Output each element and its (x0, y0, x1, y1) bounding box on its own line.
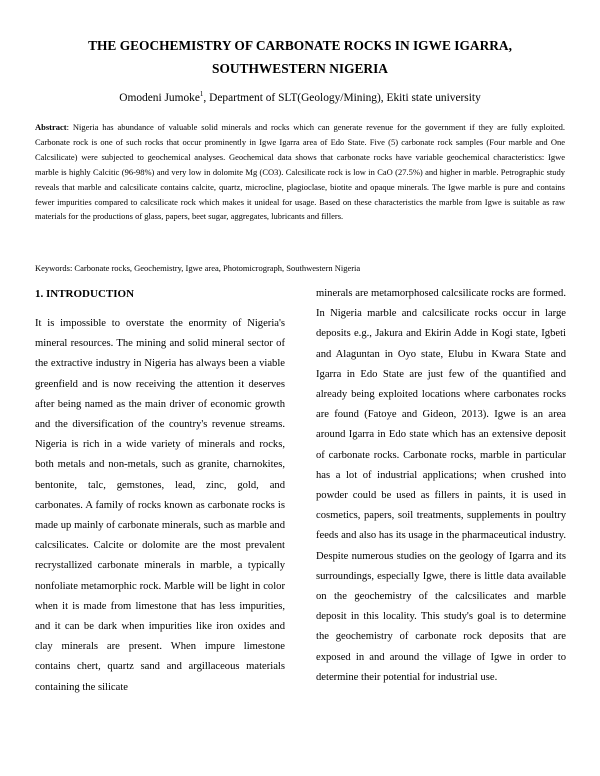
title-line-1: THE GEOCHEMISTRY OF CARBONATE ROCKS IN IGWE IGARRA, (88, 38, 512, 53)
abstract-text: : Nigeria has abundance of valuable solid minerals and rocks which can generate revenue for the government if they are fully exploited. Carbonate rock is one of such rocks that occur prominently in Igwe Igarra area of Edo State. Five (5) carbonate rock samples (Four marble and One Calcsilicate) were subjected to geochemical analyses. Geochemical data shows that carbonate rocks have variable geochemical characteristics: Igwe marble is highly Calcitic (96-98%) and very low in dolomite Mg (CO3). Calcsilicate rock is low in CaO (27.5%) and higher in marble. Petrographic study reveals that marble and calcsilicate contains calcite, quartz, microcline, plagioclase, biotite and opaque minerals. The Igwe marble is pure and contains fewer impurities compared to calcsilicate rock which makes it unideal for usage. Based on these characteristics the marble from Igwe is suitable as raw materials for the productions of glass, papers, beet sugar, aggregates, lubricants and fillers. (35, 122, 565, 222)
title-line-2: SOUTHWESTERN NIGERIA (212, 61, 388, 76)
intro-paragraph-right: minerals are metamorphosed calcsilicate rocks are formed. In Nigeria marble and calcsilicate rocks occur in large deposits e.g., Jakura and Ekirin Adde in Kogi state, Igbeti and Alaguntan in Oyo state, Elubu in Kwara State and Igarra in Edo State are just few of the quantified and already being exploited locations where carbonates rocks are found (Fatoye and Gideon, 2013). Igwe is an area around Igarra in Edo state which has an extensive deposit of carbonate rocks. Carbonate rocks, marble in particular has a lot of industrial applications; when crushed into powder could be used as fillers in paints, it is used in cosmetics, papers, soil treatments, supplements in poultry feeds and also has its usage in the pharmaceutical industry. Despite numerous studies on the geology of Igarra and its surroundings, especially Igwe, there is little data available on the geochemistry of the calcsilicates and marble deposit in this locality. This study's goal is to determine the geochemistry of carbonate rock deposits that are exposed in and around the village of Igwe in order to determine their potential for industrial use. (316, 288, 566, 683)
left-column (35, 284, 285, 698)
author-affiliation: , Department of SLT(Geology/Mining), Ekiti state university (203, 92, 481, 104)
paper-title (40, 34, 560, 80)
abstract (35, 120, 565, 224)
author-name: Omodeni Jumoke (119, 92, 200, 104)
author-superscript: 1 (199, 90, 204, 99)
author-line (40, 90, 560, 106)
keywords: Keywords: Carbonate rocks, Geochemistry, Igwe area, Photomicrograph, Southwestern Nigeria (35, 263, 361, 273)
right-column (316, 284, 566, 688)
section-heading-introduction: 1. INTRODUCTION (35, 288, 135, 300)
intro-paragraph-left: It is impossible to overstate the enormity of Nigeria's mineral resources. The mining and solid mineral sector of the extractive industry in Nigeria has always been a viable greenfield and is now receiving the attention it deserves after being named as the main driver of economic growth and the diversification of the country's revenue streams. Nigeria is rich in a wide variety of minerals and rocks, both metals and non-metals, such as granite, charnokites, bentonite, talc, gemstones, lead, zinc, gold, and carbonates. A family of rocks known as carbonate rocks is made up mainly of carbonate minerals, such as marble and calcsilicates. Calcite or dolomite are the most prevalent recrystallized carbonate minerals in marble, a typically nonfoliate metamorphic rock. Marble will be light in color when it is made from limestone that has less impurities, and it can be dark when impurities like iron oxides and clay minerals are present. When impure limestone contains chert, quartz sand and argillaceous materials containing the silicate (35, 318, 285, 693)
abstract-label: Abstract (35, 122, 67, 132)
